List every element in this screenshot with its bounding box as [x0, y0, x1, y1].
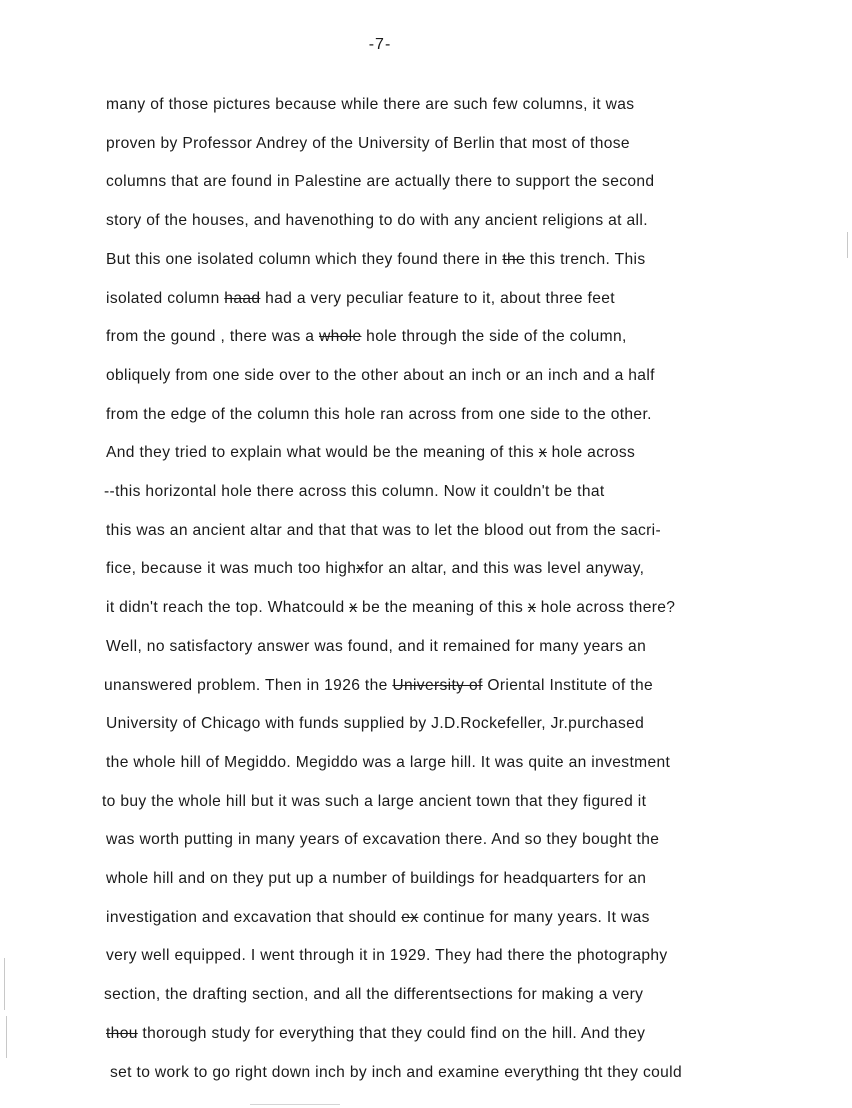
- text-line: [106, 753, 670, 773]
- text-line: [106, 869, 646, 889]
- struck-text: x: [349, 599, 358, 617]
- line-text: hole across: [546, 444, 636, 462]
- text-line: [106, 172, 654, 192]
- line-text: from the edge of the column this hole ran across from one side to the other.: [106, 405, 652, 423]
- text-line: [106, 95, 634, 115]
- text-line: [106, 1024, 645, 1044]
- line-text: investigation and excavation that should: [106, 908, 402, 926]
- struck-text: x: [538, 444, 547, 462]
- line-text: proven by Professor Andrey of the University of Berlin that most of those: [106, 134, 630, 152]
- text-line: [106, 598, 675, 618]
- line-text: very well equipped. I went through it in 1929. They had there the photography: [106, 947, 668, 965]
- line-text: had a very peculiar feature to it, about three feet: [260, 289, 615, 307]
- line-text: many of those pictures because while there are such few columns, it was: [106, 96, 635, 113]
- text-line: [106, 250, 645, 270]
- line-text: And they tried to explain what would be the meaning of this: [106, 444, 539, 462]
- text-line: [106, 327, 627, 347]
- text-line: [106, 405, 652, 425]
- line-text: to buy the whole hill but it was such a large ancient town that they figured it: [102, 792, 647, 810]
- struck-text: x: [527, 599, 537, 617]
- text-line: [102, 792, 646, 812]
- text-line: [104, 676, 653, 696]
- line-text: this was an ancient altar and that that was to let the blood out from the sacri-: [106, 521, 662, 539]
- line-text: set to work to go right down inch by inch and examine everything tht they could: [110, 1063, 683, 1081]
- text-line: [106, 366, 655, 386]
- text-line: [106, 134, 630, 154]
- line-text: the whole hill of Megiddo. Megiddo was a large hill. It was quite an investment: [106, 753, 671, 771]
- text-line: [106, 908, 650, 928]
- line-text: unanswered problem. Then in 1926 the: [104, 676, 393, 694]
- line-text: fice, because it was much too high: [106, 560, 357, 578]
- text-line: [106, 714, 644, 734]
- struck-text: haad: [224, 289, 261, 307]
- line-text: be the meaning of this: [357, 599, 528, 617]
- line-text: was worth putting in many years of excavation there. And so they bought the: [106, 831, 660, 849]
- line-text: Well, no satisfactory answer was found, and it remained for many years an: [106, 637, 647, 655]
- line-text: columns that are found in Palestine are actually there to support the second: [106, 173, 655, 191]
- line-text: from the gound , there was a: [106, 328, 319, 346]
- line-text: story of the houses, and havenothing to do with any ancient religions at all.: [106, 212, 648, 230]
- text-line: [106, 211, 648, 231]
- struck-text: ex: [401, 908, 419, 926]
- text-line: [106, 521, 661, 541]
- line-text: University of Chicago with funds supplied by J.D.Rockefeller, Jr.purchased: [106, 715, 645, 733]
- text-line: [106, 559, 644, 579]
- text-line: [104, 482, 605, 502]
- line-text: it didn't reach the top. Whatcould: [106, 599, 350, 617]
- text-line: [106, 443, 635, 463]
- text-line: [104, 985, 643, 1005]
- text-line: [106, 830, 659, 850]
- struck-text: x: [356, 560, 365, 578]
- struck-text: whole: [318, 328, 362, 346]
- page-number: -7-: [368, 36, 392, 53]
- line-text: obliquely from one side over to the other about an inch or an inch and a half: [106, 366, 655, 384]
- scan-speck: [250, 1104, 340, 1105]
- text-line: [110, 1063, 682, 1083]
- line-text: But this one isolated column which they found there in: [106, 250, 503, 268]
- struck-text: the: [502, 250, 526, 268]
- line-text: continue for many years. It was: [418, 908, 650, 926]
- line-text: hole through the side of the column,: [361, 328, 627, 346]
- margin-mark: [847, 232, 848, 258]
- line-text: for an altar, and this was level anyway,: [364, 560, 645, 578]
- line-text: Oriental Institute of the: [482, 676, 654, 694]
- margin-mark: [6, 1016, 7, 1058]
- line-text: section, the drafting section, and all the differentsections for making a very: [104, 986, 644, 1004]
- line-text: whole hill and on they put up a number of buildings for headquarters for an: [106, 870, 647, 887]
- line-text: thorough study for everything that they could find on the hill. And they: [137, 1024, 646, 1042]
- struck-text: thou: [106, 1024, 138, 1042]
- line-text: hole across there?: [536, 599, 676, 617]
- margin-mark: [4, 958, 5, 1010]
- text-line: [106, 946, 668, 966]
- line-text: isolated column: [106, 289, 225, 307]
- line-text: this trench. This: [525, 250, 646, 268]
- text-line: [106, 637, 646, 657]
- text-line: [106, 289, 615, 309]
- line-text: --this horizontal hole there across this column. Now it couldn't be that: [104, 483, 605, 500]
- struck-text: University of: [392, 676, 483, 694]
